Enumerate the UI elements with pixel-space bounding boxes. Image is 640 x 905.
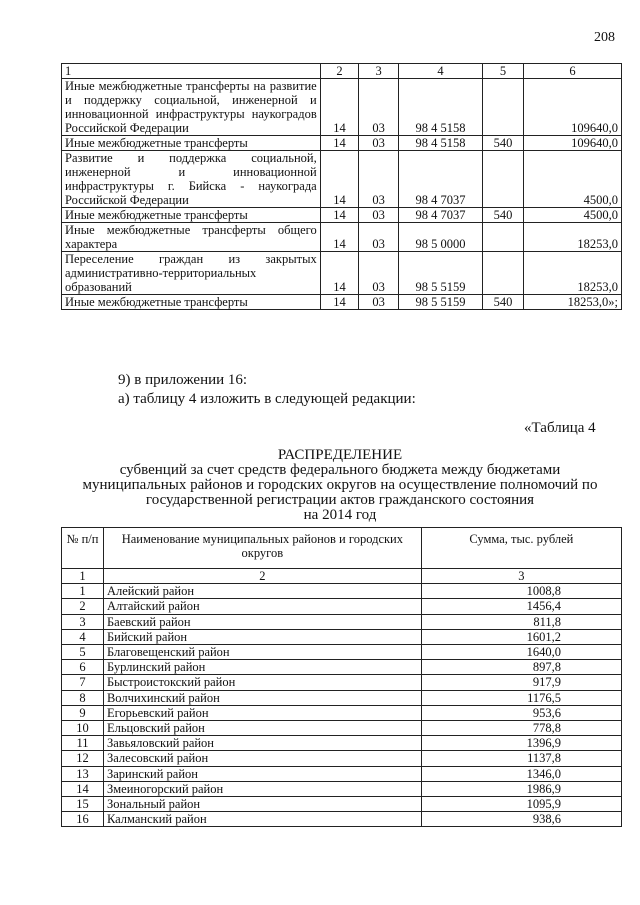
- title-line: на 2014 год: [303, 507, 377, 523]
- table-row: [62, 79, 622, 136]
- table-row: [62, 660, 622, 675]
- amount: 897,8: [421, 660, 621, 675]
- name-header: Наименование муниципальных районов и городских округов: [103, 528, 421, 569]
- subsection-code: 03: [359, 151, 399, 208]
- row-number: 16: [62, 812, 104, 827]
- row-number: 7: [62, 675, 104, 690]
- row-number: 12: [62, 751, 104, 766]
- table-row: [62, 599, 622, 614]
- table-row: [62, 797, 622, 812]
- row-number: 9: [62, 705, 104, 720]
- title-line: муниципальных районов и городских округов на осуществление полномочий по: [82, 477, 598, 493]
- table-row: [62, 629, 622, 644]
- target-code: 98 4 5158: [398, 136, 482, 151]
- row-number: 13: [62, 766, 104, 781]
- amount: 18253,0: [523, 223, 621, 252]
- target-code: 98 5 0000: [398, 223, 482, 252]
- amount: 1601,2: [421, 629, 621, 644]
- column-number: 2: [103, 569, 421, 584]
- item-name: Переселение граждан из закрытых административно-территориальных образований: [62, 252, 321, 295]
- target-code: 98 4 5158: [398, 79, 482, 136]
- header-cell: 5: [483, 64, 524, 79]
- expense-type: 540: [483, 295, 524, 310]
- district-name: Егорьевский район: [103, 705, 421, 720]
- district-name: Завьяловский район: [103, 736, 421, 751]
- district-name: Алтайский район: [103, 599, 421, 614]
- table-row: [62, 252, 622, 295]
- target-code: 98 4 7037: [398, 151, 482, 208]
- table-row: [62, 136, 622, 151]
- expense-type: [483, 79, 524, 136]
- expense-type: 540: [483, 136, 524, 151]
- row-number: 8: [62, 690, 104, 705]
- item-name: Иные межбюджетные трансферты на развитие и поддержку социальной, инженерной и инновационной инфраструктуры наукоградов Российской Федерации: [62, 79, 321, 136]
- instruction-line-1: 9) в приложении 16:: [118, 372, 248, 388]
- table-row: [62, 690, 622, 705]
- amount: 1008,8: [421, 584, 621, 599]
- district-name: Волчихинский район: [103, 690, 421, 705]
- amount: 1640,0: [421, 645, 621, 660]
- table-header-row: [62, 64, 622, 79]
- district-name: Баевский район: [103, 614, 421, 629]
- district-name: Бурлинский район: [103, 660, 421, 675]
- table-row: [62, 812, 622, 827]
- row-number: 11: [62, 736, 104, 751]
- row-number: 4: [62, 629, 104, 644]
- table-row: [62, 151, 622, 208]
- table-row: [62, 705, 622, 720]
- amount: 778,8: [421, 721, 621, 736]
- sum-header: Сумма, тыс. рублей: [421, 528, 621, 569]
- amount: 1137,8: [421, 751, 621, 766]
- title-line: государственной регистрации актов гражданского состояния: [145, 492, 535, 508]
- row-number: 2: [62, 599, 104, 614]
- district-name: Алейский район: [103, 584, 421, 599]
- target-code: 98 5 5159: [398, 252, 482, 295]
- table-label: «Таблица 4: [524, 420, 596, 436]
- table-row: [62, 223, 622, 252]
- table-row: [62, 736, 622, 751]
- district-name: Зональный район: [103, 797, 421, 812]
- table-row: [62, 208, 622, 223]
- amount: 811,8: [421, 614, 621, 629]
- amount: 4500,0: [523, 208, 621, 223]
- table-row: [62, 675, 622, 690]
- header-cell: 3: [359, 64, 399, 79]
- target-code: 98 4 7037: [398, 208, 482, 223]
- subsection-code: 03: [359, 223, 399, 252]
- amount: 1456,4: [421, 599, 621, 614]
- section-code: 14: [320, 136, 359, 151]
- amount: 953,6: [421, 705, 621, 720]
- table-row: [62, 584, 622, 599]
- district-name: Змеиногорский район: [103, 781, 421, 796]
- amount: 4500,0: [523, 151, 621, 208]
- row-number: 3: [62, 614, 104, 629]
- row-number: 10: [62, 721, 104, 736]
- target-code: 98 5 5159: [398, 295, 482, 310]
- subsection-code: 03: [359, 295, 399, 310]
- district-name: Калманский район: [103, 812, 421, 827]
- table-row: [62, 614, 622, 629]
- district-name: Залесовский район: [103, 751, 421, 766]
- subvention-table: [61, 527, 622, 827]
- row-number: 6: [62, 660, 104, 675]
- section-code: 14: [320, 79, 359, 136]
- district-name: Заринский район: [103, 766, 421, 781]
- column-number: 1: [62, 569, 104, 584]
- item-name: Развитие и поддержка социальной, инженерной и инновационной инфраструктуры г. Бийска - наукограда Российской Федерации: [62, 151, 321, 208]
- title-line: субвенций за счет средств федерального бюджета между бюджетами: [119, 462, 561, 478]
- district-name: Ельцовский район: [103, 721, 421, 736]
- district-name: Бийский район: [103, 629, 421, 644]
- row-number: 1: [62, 584, 104, 599]
- item-name: Иные межбюджетные трансферты: [62, 208, 321, 223]
- row-number: 15: [62, 797, 104, 812]
- subsection-code: 03: [359, 79, 399, 136]
- amount: 1986,9: [421, 781, 621, 796]
- amount: 1176,5: [421, 690, 621, 705]
- table-header-row: [62, 528, 622, 569]
- budget-table: [61, 63, 622, 310]
- instruction-line-2: а) таблицу 4 изложить в следующей редакции:: [118, 391, 416, 407]
- column-number: 3: [421, 569, 621, 584]
- amount: 109640,0: [523, 79, 621, 136]
- amount: 18253,0: [523, 252, 621, 295]
- section-code: 14: [320, 252, 359, 295]
- item-name: Иные межбюджетные трансферты: [62, 136, 321, 151]
- expense-type: [483, 252, 524, 295]
- subsection-code: 03: [359, 208, 399, 223]
- table-row: [62, 721, 622, 736]
- section-code: 14: [320, 208, 359, 223]
- table-row: [62, 766, 622, 781]
- header-cell: 6: [523, 64, 621, 79]
- amount: 18253,0»;: [523, 295, 621, 310]
- header-cell: 1: [62, 64, 321, 79]
- number-header: № п/п: [62, 528, 104, 569]
- amount: 1396,9: [421, 736, 621, 751]
- section-code: 14: [320, 223, 359, 252]
- row-number: 5: [62, 645, 104, 660]
- amount: 938,6: [421, 812, 621, 827]
- item-name: Иные межбюджетные трансферты: [62, 295, 321, 310]
- expense-type: [483, 151, 524, 208]
- amount: 1346,0: [421, 766, 621, 781]
- table-row: [62, 295, 622, 310]
- district-name: Благовещенский район: [103, 645, 421, 660]
- expense-type: [483, 223, 524, 252]
- amount: 1095,9: [421, 797, 621, 812]
- header-cell: 4: [398, 64, 482, 79]
- amount: 109640,0: [523, 136, 621, 151]
- page-number: 208: [594, 30, 615, 45]
- item-name: Иные межбюджетные трансферты общего характера: [62, 223, 321, 252]
- district-name: Быстроистокский район: [103, 675, 421, 690]
- table-row: [62, 645, 622, 660]
- expense-type: 540: [483, 208, 524, 223]
- section-code: 14: [320, 295, 359, 310]
- table-row: [62, 781, 622, 796]
- section-code: 14: [320, 151, 359, 208]
- column-number-row: [62, 569, 622, 584]
- subsection-code: 03: [359, 252, 399, 295]
- row-number: 14: [62, 781, 104, 796]
- amount: 917,9: [421, 675, 621, 690]
- table-row: [62, 751, 622, 766]
- subsection-code: 03: [359, 136, 399, 151]
- header-cell: 2: [320, 64, 359, 79]
- document-heading: РАСПРЕДЕЛЕНИЕ: [277, 447, 403, 463]
